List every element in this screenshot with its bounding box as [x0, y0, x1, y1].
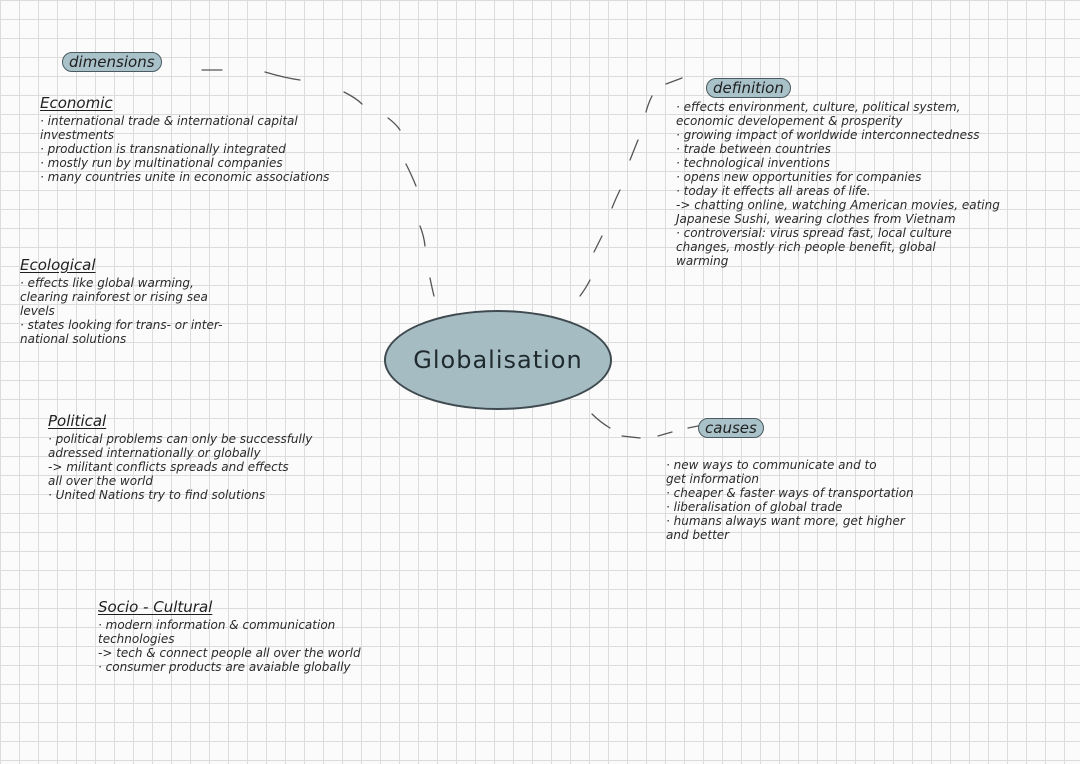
definition-line: · effects environment, culture, political system,: [676, 100, 961, 114]
dash-connector: [592, 414, 610, 428]
causes-title: causes: [698, 418, 764, 438]
socio-cultural-line: -> tech & connect people all over the world: [98, 646, 361, 660]
economic-section: [40, 94, 329, 184]
definition-line: economic developement & prosperity: [676, 114, 903, 128]
definition-line: Japanese Sushi, wearing clothes from Vietnam: [676, 212, 956, 226]
dash-connector: [430, 278, 434, 296]
causes-line: · liberalisation of global trade: [666, 500, 843, 514]
causes-heading-block: [698, 418, 764, 440]
socio-cultural-line: · modern information & communication: [98, 618, 336, 632]
definition-line: changes, mostly rich people benefit, global: [676, 240, 936, 254]
economic-title: Economic: [40, 94, 113, 112]
dash-connector: [658, 432, 672, 436]
definition-line: · trade between countries: [676, 142, 831, 156]
causes-line: · humans always want more, get higher: [666, 514, 905, 528]
socio-cultural-title: Socio - Cultural: [98, 598, 213, 616]
causes-section: [666, 458, 914, 542]
political-line: -> militant conflicts spreads and effects: [48, 460, 289, 474]
dash-connector: [406, 164, 416, 186]
political-line: adressed internationally or globally: [48, 446, 261, 460]
political-line: all over the world: [48, 474, 153, 488]
dimensions-title: dimensions: [62, 52, 162, 72]
ecological-line: national solutions: [20, 332, 127, 346]
political-title: Political: [48, 412, 107, 430]
economic-line: · production is transnationally integrated: [40, 142, 286, 156]
causes-line: and better: [666, 528, 730, 542]
dash-connector: [344, 92, 362, 104]
ecological-line: clearing rainforest or rising sea: [20, 290, 208, 304]
socio-cultural-section: [98, 598, 361, 674]
definition-title: definition: [706, 78, 791, 98]
ecological-title: Ecological: [20, 256, 96, 274]
dash-connector: [420, 226, 425, 246]
political-section: [48, 412, 312, 502]
ecological-line: · effects like global warming,: [20, 276, 194, 290]
causes-line: · new ways to communicate and to: [666, 458, 877, 472]
central-topic-bubble: [384, 310, 612, 410]
definition-line: -> chatting online, watching American movies, eating: [676, 198, 1000, 212]
economic-line: investments: [40, 128, 115, 142]
socio-cultural-line: technologies: [98, 632, 175, 646]
dash-connector: [646, 96, 652, 112]
dimensions-heading-block: [62, 52, 162, 74]
political-line: · United Nations try to find solutions: [48, 488, 266, 502]
causes-line: get information: [666, 472, 759, 486]
dash-connector: [265, 72, 300, 80]
definition-line: warming: [676, 254, 729, 268]
economic-line: · international trade & international capital: [40, 114, 298, 128]
dash-connector: [594, 236, 602, 252]
dash-connector: [612, 190, 620, 208]
ecological-section: [20, 256, 222, 346]
ecological-line: levels: [20, 304, 55, 318]
causes-line: · cheaper & faster ways of transportation: [666, 486, 914, 500]
definition-line: · growing impact of worldwide interconnectedness: [676, 128, 980, 142]
dash-connector: [688, 426, 698, 428]
definition-line: · opens new opportunities for companies: [676, 170, 922, 184]
dash-connector: [388, 118, 400, 130]
economic-line: · many countries unite in economic associations: [40, 170, 330, 184]
economic-line: · mostly run by multinational companies: [40, 156, 283, 170]
definition-line: · controversial: virus spread fast, local culture: [676, 226, 952, 240]
definition-section: [676, 78, 1000, 268]
definition-line: · today it effects all areas of life.: [676, 184, 871, 198]
dash-connector: [580, 280, 590, 296]
dash-connector: [622, 436, 640, 438]
dash-connector: [630, 140, 638, 160]
socio-cultural-line: · consumer products are avaiable globally: [98, 660, 351, 674]
central-topic-title: Globalisation: [413, 346, 583, 374]
ecological-line: · states looking for trans- or inter-: [20, 318, 223, 332]
political-line: · political problems can only be successfully: [48, 432, 313, 446]
definition-line: · technological inventions: [676, 156, 830, 170]
